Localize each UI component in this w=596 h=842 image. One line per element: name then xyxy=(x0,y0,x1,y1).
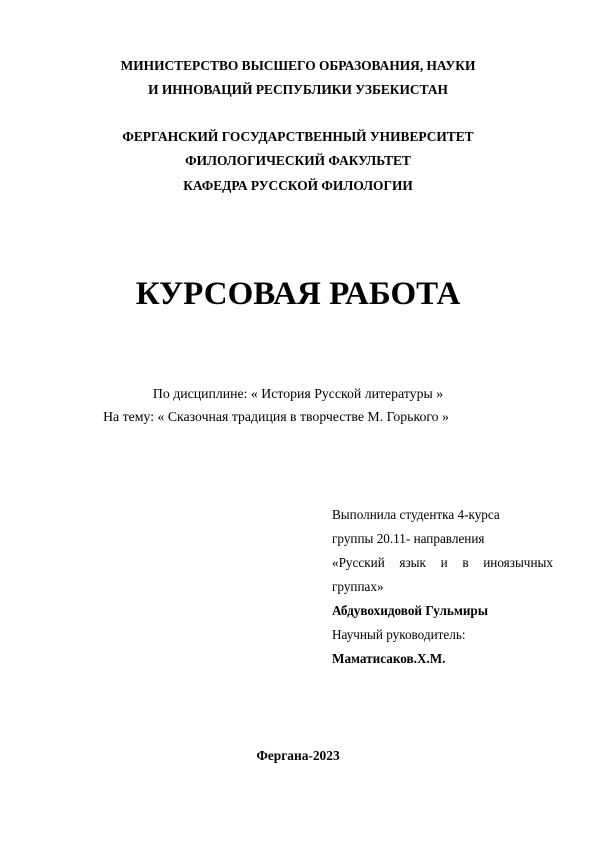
author-line-4: группах» xyxy=(332,579,384,594)
document-title: КУРСОВАЯ РАБОТА xyxy=(135,276,461,312)
author-line-3-word: в xyxy=(462,555,469,570)
faculty-name: ФИЛОЛОГИЧЕСКИЙ ФАКУЛЬТЕТ xyxy=(185,153,411,168)
author-line-3-word: язык xyxy=(399,555,426,570)
author-line-2: группы 20.11- направления xyxy=(332,531,485,546)
author-line-3 xyxy=(332,555,553,571)
university-name: ФЕРГАНСКИЙ ГОСУДАРСТВЕННЫЙ УНИВЕРСИТЕТ xyxy=(122,129,474,144)
author-line-3-word: и xyxy=(440,555,448,570)
ministry-line-2: И ИННОВАЦИЙ РЕСПУБЛИКИ УЗБЕКИСТАН xyxy=(148,82,448,97)
author-line-3-word: иноязычных xyxy=(483,555,553,570)
department-name: КАФЕДРА РУССКОЙ ФИЛОЛОГИИ xyxy=(183,178,413,193)
author-line-3-word: «Русский xyxy=(332,555,385,570)
student-name: Абдувохидовой Гульмиры xyxy=(332,603,489,618)
author-line-1: Выполнила студентка 4-курса xyxy=(332,507,500,522)
supervisor-name: Маматисаков.Х.М. xyxy=(332,651,446,666)
topic-line: На тему: « Сказочная традиция в творчестве М. Горького » xyxy=(103,409,449,424)
supervisor-label: Научный руководитель: xyxy=(332,627,466,642)
city-year: Фергана-2023 xyxy=(256,748,340,763)
ministry-line-1: МИНИСТЕРСТВО ВЫСШЕГО ОБРАЗОВАНИЯ, НАУКИ xyxy=(120,58,476,73)
discipline-line: По дисциплине: « История Русской литературы » xyxy=(152,386,444,401)
